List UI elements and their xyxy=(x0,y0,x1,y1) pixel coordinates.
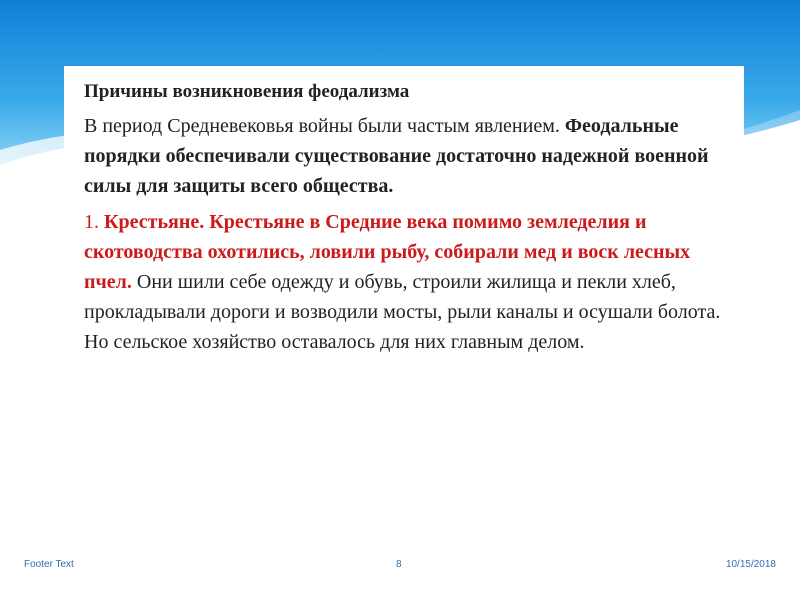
paragraph-peasants-red: Крестьяне. Крестьяне в Средние века помимо земледелия и скотоводства охотились, ловили рыбу, собирали мед и воск лесных пчел. xyxy=(84,210,691,293)
paragraph-peasants xyxy=(84,207,734,357)
footer-date: 10/15/2018 xyxy=(725,559,776,570)
slide-title: Причины возникновения феодализма xyxy=(84,81,410,102)
paragraph-military-bold: Феодальные порядки обеспечивали существование достаточно надежной военной силы для защиты всего общества. xyxy=(84,114,709,197)
slide-content xyxy=(84,78,734,357)
paragraph-military-plain: В период Средневековья войны были частым явлением. xyxy=(84,114,565,137)
footer-text: Footer Text xyxy=(24,559,74,570)
paragraph-peasants-number: 1. xyxy=(84,210,104,233)
paragraph-peasants-plain: Они шили себе одежду и обувь, строили жилища и пекли хлеб, прокладывали дороги и возводили мосты, рыли каналы и осушали болота. Но сельское хозяйство оставалось для них главным делом. xyxy=(84,270,721,353)
page-number: 8 xyxy=(396,559,402,570)
paragraph-military xyxy=(84,111,734,201)
